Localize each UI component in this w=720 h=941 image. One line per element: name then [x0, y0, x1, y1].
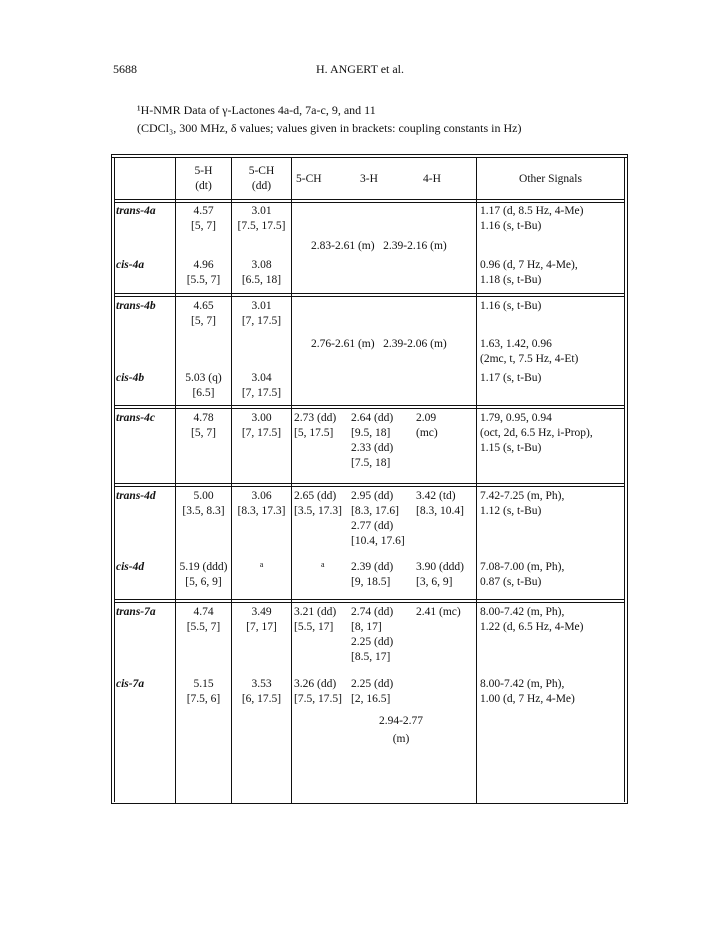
cis-4d-3h: 2.39 (dd) [9, 18.5]: [351, 561, 394, 588]
trans-4c-other: 1.79, 0.95, 0.94 (oct, 2d, 6.5 Hz, i-Prop), 1.15 (s, t-Bu): [480, 412, 593, 454]
cis-4a-other: 0.96 (d, 7 Hz, 4-Me), 1.18 (s, t-Bu): [480, 259, 578, 286]
table-border-right: [627, 154, 628, 804]
trans-4b-other: 1.16 (s, t-Bu): [480, 300, 542, 312]
cis-4d-5ch-b-footnote: a: [321, 560, 325, 569]
cis-4a-5ch: 3.08 [6.5, 18]: [241, 259, 282, 286]
row-label-cis-4d: cis-4d: [116, 561, 145, 573]
col-sep-4: [476, 157, 477, 803]
trans-4a-other: 1.17 (d, 8.5 Hz, 4-Me) 1.16 (s, t-Bu): [480, 205, 584, 232]
cis-4d-4h: 3.90 (ddd) [3, 6, 9]: [416, 561, 464, 588]
trans-4c-5ch-b: 2.73 (dd) [5, 17.5]: [294, 412, 337, 439]
header-other-signals: Other Signals: [519, 173, 582, 185]
row-label-trans-4a: trans-4a: [116, 205, 156, 217]
cis-7a-5ch: 3.53 [6, 17.5]: [241, 678, 282, 705]
header-5h: 5-H (dt): [194, 165, 213, 192]
table-caption-conditions: (CDCl₃, 300 MHz, δ values; values given in brackets: coupling constants in Hz): [137, 121, 522, 135]
trans-4c-5h: 4.78 [5, 7]: [191, 412, 216, 439]
table-caption-title: ¹H-NMR Data of γ-Lactones 4a-d, 7a-c, 9, and 11: [137, 103, 376, 117]
trans-4b-5ch: 3.01 [7, 17.5]: [241, 300, 282, 327]
trans-4c-4h: 2.09 (mc): [416, 412, 438, 439]
cis-7a-3h: 2.25 (dd) [2, 16.5]: [351, 678, 394, 705]
trans-4c-5ch: 3.00 [7, 17.5]: [241, 412, 282, 439]
cis-7a-5h: 5.15 [7.5, 6]: [186, 678, 221, 705]
row-sep-4c: [114, 405, 625, 406]
header-5ch: 5-CH (dd): [248, 165, 275, 192]
cis-4a-5h: 4.96 [5.5, 7]: [186, 259, 221, 286]
trans-4d-5ch-b: 2.65 (dd) [3.5, 17.3]: [294, 490, 342, 517]
col-sep-3: [291, 157, 292, 803]
cis-4d-other: 7.08-7.00 (m, Ph), 0.87 (s, t-Bu): [480, 561, 565, 588]
table-border-left-inner: [114, 157, 115, 802]
trans-4c-3h: 2.64 (dd) [9.5, 18] 2.33 (dd) [7.5, 18]: [351, 412, 394, 469]
trans-7a-4h: 2.41 (mc): [416, 606, 461, 618]
row-label-cis-4a: cis-4a: [116, 259, 145, 271]
table-border-bottom: [111, 803, 628, 804]
trans-7a-5h: 4.74 [5.5, 7]: [186, 606, 221, 633]
trans-4d-3h: 2.95 (dd) [8.3, 17.6] 2.77 (dd) [10.4, 17.6]: [351, 490, 405, 547]
table-border-left: [111, 154, 112, 804]
header-5ch-b: 5-CH: [296, 173, 322, 185]
row-label-cis-7a: cis-7a: [116, 678, 145, 690]
row-sep-7a: [114, 599, 625, 600]
row-sep-header-2: [114, 202, 625, 203]
cis-4b-5h: 5.03 (q) [6.5]: [185, 372, 222, 399]
table-border-right-inner: [624, 157, 625, 802]
trans-4b-5h: 4.65 [5, 7]: [191, 300, 216, 327]
row-4a-shared-multiplets: 2.83-2.61 (m) 2.39-2.16 (m): [311, 240, 447, 252]
trans-7a-3h: 2.74 (dd) [8, 17] 2.25 (dd) [8.5, 17]: [351, 606, 394, 663]
trans-4d-other: 7.42-7.25 (m, Ph), 1.12 (s, t-Bu): [480, 490, 565, 517]
trans-7a-5ch-b: 3.21 (dd) [5.5, 17]: [294, 606, 337, 633]
row-sep-4b: [114, 293, 625, 294]
page-number: 5688: [113, 62, 137, 76]
trans-4a-5ch: 3.01 [7.5, 17.5]: [237, 205, 286, 232]
row-label-trans-4c: trans-4c: [116, 412, 155, 424]
row-sep-7a-2: [114, 602, 625, 603]
cis-7a-5ch-b: 3.26 (dd) [7.5, 17.5]: [294, 678, 342, 705]
row-sep-4d-2: [114, 486, 625, 487]
trans-4d-5h: 5.00 [3.5, 8.3]: [182, 490, 225, 517]
row-label-trans-4b: trans-4b: [116, 300, 156, 312]
running-head: H. ANGERT et al.: [315, 62, 405, 76]
cis-4b-other: 1.63, 1.42, 0.96 (2mc, t, 7.5 Hz, 4-Et) 1.17 (s, t-Bu): [480, 338, 579, 384]
cis-4d-5ch-footnote: a: [259, 560, 264, 569]
row-label-trans-7a: trans-7a: [116, 606, 156, 618]
row-sep-4b-2: [114, 296, 625, 297]
row-sep-4c-2: [114, 408, 625, 409]
row-label-cis-4b: cis-4b: [116, 372, 145, 384]
table-border-top: [111, 154, 628, 155]
header-3h: 3-H: [360, 173, 378, 185]
row-sep-header: [114, 199, 625, 200]
trans-4d-4h: 3.42 (td) [8.3, 10.4]: [416, 490, 464, 517]
row-sep-4d: [114, 483, 625, 484]
trans-7a-other: 8.00-7.42 (m, Ph), 1.22 (d, 6.5 Hz, 4-Me): [480, 606, 584, 633]
trans-7a-5ch: 3.49 [7, 17]: [246, 606, 277, 633]
cis-7a-3h-4h-multiplet: 2.94-2.77 (m): [378, 715, 424, 745]
cis-4b-5ch: 3.04 [7, 17.5]: [241, 372, 282, 399]
cis-4d-5h: 5.19 (ddd) [5, 6, 9]: [179, 561, 228, 588]
trans-4d-5ch: 3.06 [8.3, 17.3]: [237, 490, 286, 517]
cis-7a-other: 8.00-7.42 (m, Ph), 1.00 (d, 7 Hz, 4-Me): [480, 678, 575, 705]
table-border-top-inner: [111, 157, 628, 158]
trans-4a-5h: 4.57 [5, 7]: [191, 205, 216, 232]
row-4b-shared-multiplets: 2.76-2.61 (m) 2.39-2.06 (m): [311, 338, 447, 350]
row-label-trans-4d: trans-4d: [116, 490, 156, 502]
header-4h: 4-H: [423, 173, 441, 185]
